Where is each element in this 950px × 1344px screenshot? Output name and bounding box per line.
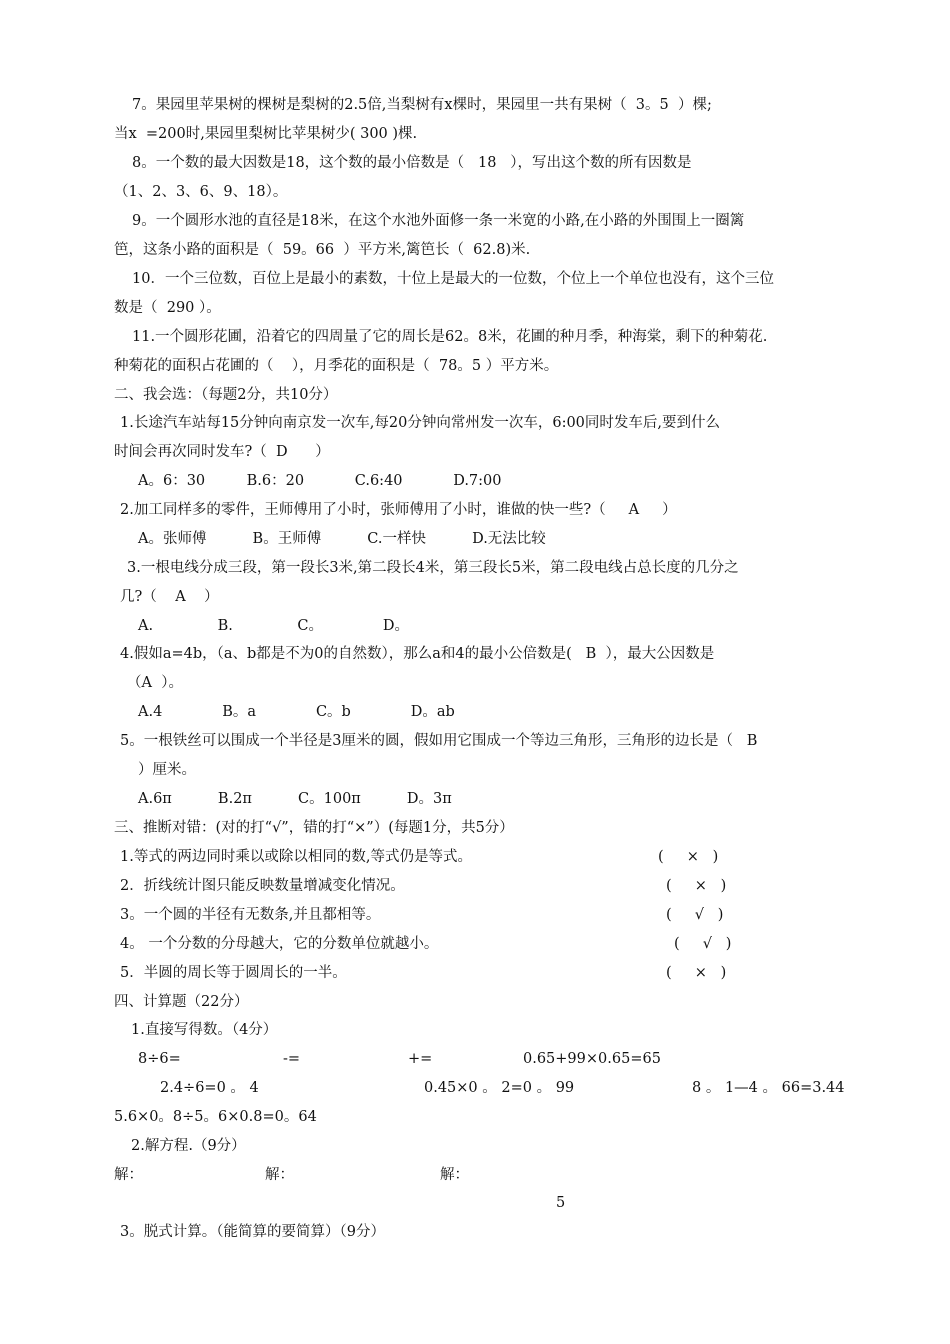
q11-line1: 11.一个圆形花圃，沿着它的四周量了它的周长是62。8米，花圃的种月季，种海棠，剩下的种菊花.: [132, 329, 768, 345]
mc-q1-line2: 时间会再次同时发车?（ D ）: [114, 444, 330, 460]
mc-q5-options: A.6π B.2π C。100π D。3π: [138, 791, 452, 807]
calc-sub3-title: 3。脱式计算。（能简算的要简算）（9分）: [120, 1224, 385, 1240]
q7-line2: 当x =200时,果园里梨树比苹果树少( 300 )棵.: [114, 126, 418, 142]
q9-line2: 笆，这条小路的面积是（ 59。66 ）平方米,篱笆长（ 62.8)米.: [114, 242, 531, 258]
mc-q4-line1: 4.假如a=4b，（a、b都是不为0的自然数），那么a和4的最小公倍数是( B ），最大公因数是: [120, 646, 715, 662]
calc-cell: 2.4÷6=0 。 4: [160, 1080, 259, 1096]
mc-q3-line1: 3.一根电线分成三段，第一段长3米,第二段长4米，第三段长5米，第二段电线占总长度的几分之: [127, 560, 739, 576]
solve-label: 解：: [265, 1167, 294, 1183]
tf-item-answer: ( × ): [658, 849, 719, 865]
q9-line1: 9。一个圆形水池的直径是18米，在这个水池外面修一条一米宽的小路,在小路的外围围上一圈篱: [132, 213, 745, 229]
q10-line1: 10．一个三位数，百位上是最小的素数，十位上是最大的一位数，个位上一个单位也没有，这个三位: [132, 271, 774, 287]
q7-line1: 7。果园里苹果树的棵树是梨树的2.5倍,当梨树有x棵时，果园里一共有果树（ 3。5 ）棵;: [132, 97, 712, 113]
tf-item-text: 4。 一个分数的分母越大，它的分数单位就越小。: [120, 936, 439, 952]
tf-item-text: 1.等式的两边同时乘以或除以相同的数,等式仍是等式。: [120, 849, 472, 865]
mc-q3-line2: 几?（ A ）: [120, 589, 219, 605]
page-number: 5: [556, 1195, 566, 1211]
mc-q1-line1: 1.长途汽车站每15分钟向南京发一次车,每20分钟向常州发一次车，6:00同时发车后,要到什么: [120, 415, 721, 431]
calc-cell: -=: [283, 1051, 301, 1067]
tf-item-text: 5．半圆的周长等于圆周长的一半。: [120, 965, 347, 981]
mc-q2-options: A。张师傅 B。王师傅 C.一样快 D.无法比较: [138, 531, 546, 547]
section4-heading: 四、计算题（22分）: [114, 994, 249, 1010]
tf-item-text: 3。一个圆的半径有无数条,并且都相等。: [120, 907, 381, 923]
mc-q4-options: A.4 B。a C。b D。ab: [138, 704, 455, 720]
calc-cell: +=: [408, 1051, 433, 1067]
q10-line2: 数是（ 290 ）。: [114, 300, 221, 316]
mc-q1-options: A。6：30 B.6：20 C.6:40 D.7:00: [138, 473, 502, 489]
tf-item-answer: ( √ ): [666, 907, 724, 923]
solve-label: 解：: [440, 1167, 469, 1183]
calc-cell: 0.65+99×0.65=65: [523, 1051, 661, 1067]
calc-sub2-title: 2.解方程.（9分）: [131, 1138, 246, 1154]
section2-heading: 二、我会选：（每题2分，共10分）: [114, 387, 338, 403]
q8-line1: 8。一个数的最大因数是18，这个数的最小倍数是（ 18 ），写出这个数的所有因数是: [132, 155, 692, 171]
q11-line2: 种菊花的面积占花圃的（ ），月季花的面积是（ 78。5 ）平方米。: [114, 358, 559, 374]
mc-q3-options: A. B. C。 D。: [138, 618, 410, 634]
mc-q5-line1: 5。一根铁丝可以围成一个半径是3厘米的圆，假如用它围成一个等边三角形，三角形的边长是（ B: [120, 733, 758, 749]
mc-q2: 2.加工同样多的零件，王师傅用了小时，张师傅用了小时，谁做的快一些?（ A ）: [120, 502, 677, 518]
tf-item-answer: ( × ): [666, 878, 727, 894]
calc-cell: 8÷6=: [138, 1051, 181, 1067]
calc-cell: 8 。 1—4 。 66=3.44: [692, 1080, 845, 1096]
calc-row3: 5.6×0。8÷5。6×0.8=0。64: [114, 1109, 317, 1125]
section3-heading: 三、推断对错：(对的打“√”，错的打“×”）(每题1分，共5分）: [114, 820, 514, 836]
tf-item-answer: ( √ ): [674, 936, 732, 952]
q8-line2: （1、2、3、6、9、18）。: [114, 184, 288, 200]
calc-sub1-title: 1.直接写得数。（4分）: [131, 1022, 278, 1038]
tf-item-text: 2．折线统计图只能反映数量增减变化情况。: [120, 878, 405, 894]
mc-q5-line2: ）厘米。: [138, 762, 196, 778]
calc-cell: 0.45×0 。 2=0 。 99: [424, 1080, 575, 1096]
mc-q4-line2: （A ）。: [127, 675, 183, 691]
solve-label: 解：: [114, 1167, 143, 1183]
tf-item-answer: ( × ): [666, 965, 727, 981]
